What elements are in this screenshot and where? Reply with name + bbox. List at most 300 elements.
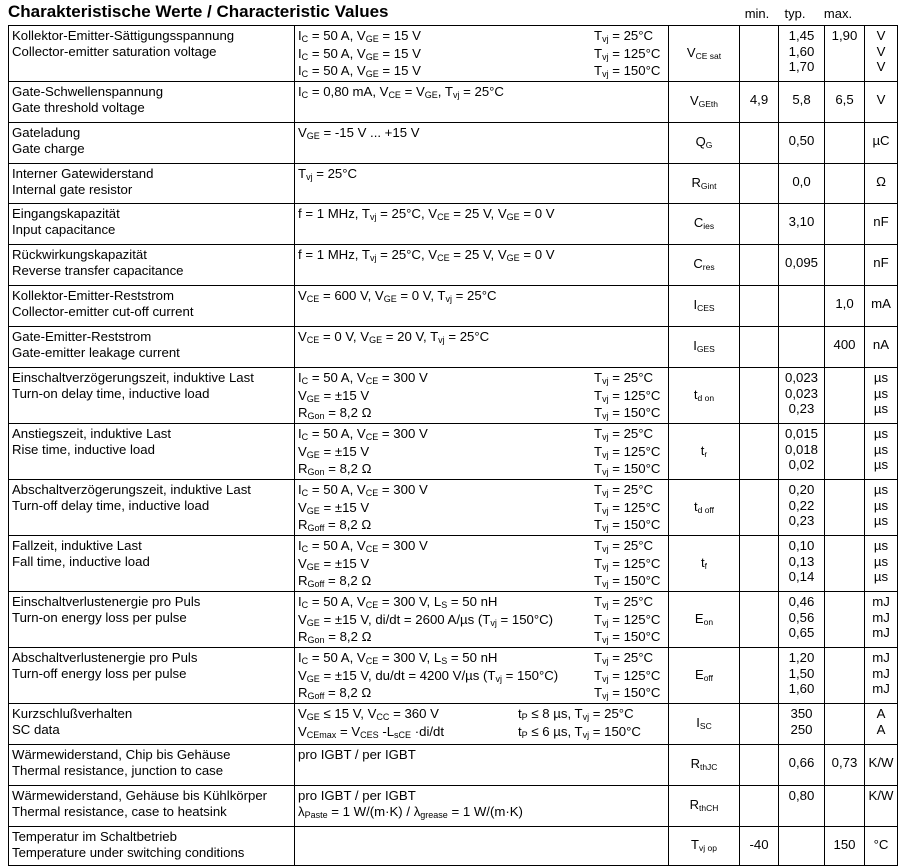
condition-temp: $T_{vj} = 150^\circ C$ bbox=[594, 573, 661, 589]
condition-line bbox=[298, 629, 668, 647]
test-conditions bbox=[295, 164, 669, 204]
condition-temp: $t_P \le 8$ µs, $T_{vj} = 25^\circ C$ bbox=[518, 706, 634, 722]
value-unit-item: A bbox=[876, 706, 886, 721]
value-max bbox=[825, 204, 865, 245]
condition-text: pro IGBT / per IGBT bbox=[298, 788, 416, 803]
value-unit bbox=[865, 536, 898, 592]
condition-text: $V_{GE} = \pm 15$ V bbox=[298, 555, 370, 572]
value-typ bbox=[779, 424, 825, 480]
value-typ bbox=[779, 704, 825, 745]
value-min bbox=[740, 745, 779, 786]
test-conditions bbox=[295, 368, 669, 424]
condition-temp: $T_{vj} = 125^\circ C$ bbox=[594, 667, 661, 684]
value-typ-item: 0,46 bbox=[788, 594, 815, 609]
condition-temp: $T_{vj} = 150^\circ C$ bbox=[594, 461, 661, 477]
value-unit bbox=[865, 123, 898, 164]
table-row bbox=[9, 368, 898, 424]
value-typ bbox=[779, 245, 825, 286]
test-conditions bbox=[295, 480, 669, 536]
param-description bbox=[9, 704, 295, 745]
value-unit-item: µs bbox=[873, 370, 889, 385]
table-row bbox=[9, 827, 898, 866]
param-name-en: Turn-on energy loss per pulse bbox=[12, 609, 187, 625]
value-typ-item: 0,50 bbox=[788, 133, 815, 148]
param-description bbox=[9, 245, 295, 286]
value-unit-item: nA bbox=[872, 337, 890, 352]
value-typ-item: 1,50 bbox=[788, 665, 815, 681]
value-typ-item: 0,20 bbox=[788, 482, 815, 497]
condition-line bbox=[298, 706, 668, 724]
value-min bbox=[740, 286, 779, 327]
value-unit-item: µC bbox=[872, 133, 890, 148]
value-typ bbox=[779, 164, 825, 204]
symbol bbox=[669, 827, 740, 866]
condition-line bbox=[298, 724, 668, 742]
condition-text: $R_{Goff} = 8,2$ Ω bbox=[298, 517, 372, 533]
value-min bbox=[740, 536, 779, 592]
value-max bbox=[825, 592, 865, 648]
value-max bbox=[825, 164, 865, 204]
value-typ-item: 0,80 bbox=[788, 788, 815, 803]
param-name-en: Thermal resistance, junction to case bbox=[12, 762, 224, 778]
condition-temp: $T_{vj} = 150^\circ C$ bbox=[594, 629, 661, 645]
value-unit-item: µs bbox=[873, 553, 889, 569]
value-typ-item: 0,65 bbox=[788, 625, 815, 640]
value-typ-item: 5,8 bbox=[792, 92, 811, 107]
condition-temp: $T_{vj} = 125^\circ C$ bbox=[594, 611, 661, 628]
value-max-item: 1,0 bbox=[835, 296, 854, 311]
value-typ bbox=[779, 123, 825, 164]
condition-temp: $T_{vj} = 125^\circ C$ bbox=[594, 45, 661, 62]
value-typ-item: 0,66 bbox=[788, 755, 815, 770]
condition-temp: $T_{vj} = 125^\circ C$ bbox=[594, 555, 661, 572]
condition-line bbox=[298, 461, 668, 479]
condition-line bbox=[298, 444, 668, 462]
value-unit bbox=[865, 286, 898, 327]
param-name-en: Thermal resistance, case to heatsink bbox=[12, 803, 227, 819]
value-unit-item: °C bbox=[873, 837, 889, 852]
condition-temp: $T_{vj} = 25^\circ C$ bbox=[594, 594, 654, 610]
symbol bbox=[669, 648, 740, 704]
param-description bbox=[9, 536, 295, 592]
condition-line bbox=[298, 405, 668, 423]
param-name-en: Gate charge bbox=[12, 140, 85, 156]
condition-line bbox=[298, 788, 668, 804]
symbol bbox=[669, 123, 740, 164]
test-conditions bbox=[295, 704, 669, 745]
value-max bbox=[825, 745, 865, 786]
value-max bbox=[825, 26, 865, 82]
symbol bbox=[669, 245, 740, 286]
symbol bbox=[669, 204, 740, 245]
value-unit-item: µs bbox=[873, 401, 889, 416]
value-typ-item: 1,70 bbox=[788, 59, 815, 74]
value-typ-item: 0,023 bbox=[784, 385, 818, 401]
condition-text: $I_C = 0,80$ mA, $V_{CE} = V_{GE}$, $T_{vj} = 25^\circ C$ bbox=[298, 84, 504, 100]
value-typ bbox=[779, 592, 825, 648]
value-unit-item: µs bbox=[873, 497, 889, 513]
param-description bbox=[9, 123, 295, 164]
condition-temp: $T_{vj} = 150^\circ C$ bbox=[594, 405, 661, 421]
param-name-de: Anstiegszeit, induktive Last bbox=[12, 426, 172, 441]
value-typ-item: 3,10 bbox=[788, 214, 815, 229]
param-description bbox=[9, 745, 295, 786]
condition-text: $V_{GE} = \pm 15$ V, di/dt = 2600 A/µs $(T_{vj} = 150^\circ C)$ bbox=[298, 611, 554, 628]
value-typ bbox=[779, 286, 825, 327]
symbol-text: $R_{Gint}$ bbox=[691, 174, 717, 191]
symbol bbox=[669, 592, 740, 648]
condition-temp: $T_{vj} = 25^\circ C$ bbox=[594, 650, 654, 666]
condition-temp: $T_{vj} = 125^\circ C$ bbox=[594, 387, 661, 404]
param-description bbox=[9, 286, 295, 327]
value-typ-item: 1,45 bbox=[788, 28, 815, 43]
condition-temp: $T_{vj} = 25^\circ C$ bbox=[594, 370, 654, 386]
symbol bbox=[669, 368, 740, 424]
test-conditions bbox=[295, 424, 669, 480]
value-unit-item: mJ bbox=[872, 665, 890, 681]
symbol bbox=[669, 786, 740, 827]
value-unit-item: µs bbox=[873, 569, 889, 584]
param-name-de: Kurzschlußverhalten bbox=[12, 706, 133, 721]
value-unit-item: V bbox=[876, 92, 886, 107]
condition-line bbox=[298, 46, 668, 64]
param-name-en: Input capacitance bbox=[12, 221, 116, 237]
value-unit bbox=[865, 480, 898, 536]
symbol bbox=[669, 424, 740, 480]
param-description bbox=[9, 82, 295, 123]
param-name-de: Wärmewiderstand, Chip bis Gehäuse bbox=[12, 747, 231, 762]
condition-text: $T_{vj} = 25^\circ C$ bbox=[298, 166, 358, 182]
table-row bbox=[9, 26, 898, 82]
param-description bbox=[9, 327, 295, 368]
condition-temp: $t_P \le 6$ µs, $T_{vj} = 150^\circ C$ bbox=[518, 723, 641, 740]
table-row bbox=[9, 786, 898, 827]
value-unit bbox=[865, 164, 898, 204]
value-unit-item: Ω bbox=[876, 174, 886, 189]
value-unit bbox=[865, 82, 898, 123]
value-typ-item: 0,023 bbox=[784, 370, 818, 385]
value-unit-item: µs bbox=[873, 441, 889, 457]
param-description bbox=[9, 164, 295, 204]
value-max bbox=[825, 786, 865, 827]
symbol bbox=[669, 480, 740, 536]
condition-text: $I_C = 50$ A, $V_{CE} = 300$ V, $L_S = 50$ nH bbox=[298, 650, 498, 666]
value-unit bbox=[865, 745, 898, 786]
value-max-item: 1,90 bbox=[831, 28, 858, 43]
symbol-text: $V_{CE sat}$ bbox=[686, 44, 722, 61]
param-name-en: Gate threshold voltage bbox=[12, 99, 145, 115]
value-min bbox=[740, 123, 779, 164]
param-name-en: Temperature under switching conditions bbox=[12, 844, 245, 860]
symbol bbox=[669, 536, 740, 592]
value-typ bbox=[779, 204, 825, 245]
value-typ-item: 1,20 bbox=[788, 650, 815, 665]
value-max bbox=[825, 123, 865, 164]
param-description bbox=[9, 648, 295, 704]
param-name-en: Collector-emitter cut-off current bbox=[12, 303, 194, 319]
symbol bbox=[669, 286, 740, 327]
value-unit-item: V bbox=[876, 43, 886, 59]
condition-text: $R_{Gon} = 8,2$ Ω bbox=[298, 461, 372, 477]
value-typ-item: 350 bbox=[790, 706, 813, 721]
condition-temp: $T_{vj} = 25^\circ C$ bbox=[594, 482, 654, 498]
symbol bbox=[669, 704, 740, 745]
param-name-en: Rise time, inductive load bbox=[12, 441, 155, 457]
table-row bbox=[9, 204, 898, 245]
condition-text: $I_C = 50$ A, $V_{GE} = 15$ V bbox=[298, 28, 421, 44]
param-name-de: Gate-Emitter-Reststrom bbox=[12, 329, 152, 344]
table-row bbox=[9, 480, 898, 536]
table-row bbox=[9, 745, 898, 786]
condition-temp: $T_{vj} = 125^\circ C$ bbox=[594, 443, 661, 460]
value-unit-item: µs bbox=[873, 457, 889, 472]
header-max: max. bbox=[823, 6, 853, 21]
symbol-text: $t_f$ bbox=[701, 554, 707, 571]
value-unit-item: mJ bbox=[872, 609, 890, 625]
value-typ bbox=[779, 648, 825, 704]
condition-line bbox=[298, 28, 668, 46]
value-typ bbox=[779, 536, 825, 592]
symbol-text: $I_{CES}$ bbox=[693, 297, 715, 314]
test-conditions bbox=[295, 648, 669, 704]
condition-text: $R_{Gon} = 8,2$ Ω bbox=[298, 405, 372, 421]
page-title: Charakteristische Werte / Characteristic Values bbox=[8, 2, 389, 21]
condition-line bbox=[298, 500, 668, 518]
param-description bbox=[9, 368, 295, 424]
condition-text: $I_C = 50$ A, $V_{CE} = 300$ V bbox=[298, 426, 428, 442]
param-description bbox=[9, 592, 295, 648]
symbol-text: $I_{GES}$ bbox=[693, 338, 715, 355]
value-unit bbox=[865, 245, 898, 286]
symbol-text: $R_{thCH}$ bbox=[689, 797, 719, 814]
value-unit-item: K/W bbox=[868, 755, 894, 770]
condition-line bbox=[298, 650, 668, 668]
symbol-text: $R_{thJC}$ bbox=[690, 756, 718, 773]
table-row bbox=[9, 245, 898, 286]
condition-line bbox=[298, 804, 668, 822]
symbol-text: $E_{off}$ bbox=[695, 666, 713, 683]
param-description bbox=[9, 204, 295, 245]
param-name-de: Kollektor-Emitter-Reststrom bbox=[12, 288, 174, 303]
value-max bbox=[825, 82, 865, 123]
value-max bbox=[825, 286, 865, 327]
characteristic-values-table bbox=[8, 25, 898, 866]
value-unit bbox=[865, 827, 898, 866]
test-conditions bbox=[295, 204, 669, 245]
value-unit-item: nF bbox=[873, 255, 889, 270]
param-name-de: Fallzeit, induktive Last bbox=[12, 538, 142, 553]
value-max bbox=[825, 704, 865, 745]
test-conditions bbox=[295, 745, 669, 786]
condition-temp: $T_{vj} = 150^\circ C$ bbox=[594, 517, 661, 533]
value-unit-item: µs bbox=[873, 426, 889, 441]
table-row bbox=[9, 327, 898, 368]
condition-line bbox=[298, 573, 668, 591]
test-conditions bbox=[295, 536, 669, 592]
value-unit-item: mJ bbox=[872, 594, 890, 609]
condition-line bbox=[298, 426, 668, 444]
condition-line bbox=[298, 63, 668, 81]
table-row bbox=[9, 424, 898, 480]
param-name-en: Collector-emitter saturation voltage bbox=[12, 43, 217, 59]
value-unit-item: V bbox=[876, 59, 886, 74]
condition-text: $I_C = 50$ A, $V_{CE} = 300$ V bbox=[298, 370, 428, 386]
symbol-text: $T_{vj op}$ bbox=[691, 837, 717, 854]
param-description bbox=[9, 827, 295, 866]
value-unit-item: mJ bbox=[872, 650, 890, 665]
condition-line bbox=[298, 482, 668, 500]
condition-text: $V_{GE} = \pm 15$ V bbox=[298, 443, 370, 460]
symbol-text: $t_r$ bbox=[700, 442, 708, 459]
param-name-de: Einschaltverlustenergie pro Puls bbox=[12, 594, 201, 609]
condition-temp: $T_{vj} = 25^\circ C$ bbox=[594, 538, 654, 554]
condition-line bbox=[298, 370, 668, 388]
value-typ bbox=[779, 827, 825, 866]
value-max-item: 150 bbox=[833, 837, 856, 852]
condition-text: $\lambda_{Paste} = 1$ $W/(m\cdot K) / \lambda_{grease} = 1$ W/(m·K) bbox=[298, 803, 523, 820]
test-conditions bbox=[295, 786, 669, 827]
condition-text: $V_{CEmax} = V_{CES}$ $-L_{sCE} \cdot di/dt$ bbox=[298, 723, 445, 740]
value-unit-item: K/W bbox=[868, 788, 894, 803]
condition-text: $I_C = 50$ A, $V_{CE} = 300$ V bbox=[298, 538, 428, 554]
param-name-de: Gate-Schwellenspannung bbox=[12, 84, 164, 99]
value-unit-item: mJ bbox=[872, 681, 890, 696]
value-max bbox=[825, 368, 865, 424]
table-row bbox=[9, 82, 898, 123]
condition-temp: $T_{vj} = 25^\circ C$ bbox=[594, 28, 654, 44]
value-min bbox=[740, 26, 779, 82]
value-typ bbox=[779, 327, 825, 368]
condition-line bbox=[298, 517, 668, 535]
value-typ-item: 0,23 bbox=[788, 513, 815, 528]
condition-temp: $T_{vj} = 125^\circ C$ bbox=[594, 499, 661, 516]
value-unit-item: mA bbox=[871, 296, 891, 311]
value-typ-item: 0,23 bbox=[788, 401, 815, 416]
symbol bbox=[669, 327, 740, 368]
value-unit-item: mJ bbox=[872, 625, 890, 640]
value-min-item: -40 bbox=[749, 837, 769, 852]
symbol-text: $I_{SC}$ bbox=[696, 715, 712, 732]
test-conditions bbox=[295, 82, 669, 123]
condition-line bbox=[298, 594, 668, 612]
symbol-text: $V_{GEth}$ bbox=[689, 93, 719, 110]
value-min bbox=[740, 204, 779, 245]
value-typ-item: 0,095 bbox=[784, 255, 818, 270]
value-min-item: 4,9 bbox=[749, 92, 769, 107]
value-typ bbox=[779, 368, 825, 424]
table-row bbox=[9, 286, 898, 327]
test-conditions bbox=[295, 327, 669, 368]
value-typ-item: 1,60 bbox=[788, 681, 815, 696]
test-conditions bbox=[295, 592, 669, 648]
condition-text: pro IGBT / per IGBT bbox=[298, 747, 416, 762]
symbol bbox=[669, 82, 740, 123]
symbol-text: $C_{ies}$ bbox=[693, 215, 715, 232]
condition-line bbox=[298, 388, 668, 406]
value-typ-item: 0,13 bbox=[788, 553, 815, 569]
value-typ bbox=[779, 26, 825, 82]
symbol-text: $t_{d on}$ bbox=[693, 386, 715, 403]
param-name-en: SC data bbox=[12, 721, 60, 737]
value-min bbox=[740, 827, 779, 866]
param-name-en: Gate-emitter leakage current bbox=[12, 344, 180, 360]
test-conditions bbox=[295, 26, 669, 82]
value-unit bbox=[865, 424, 898, 480]
condition-text: $I_C = 50$ A, $V_{GE} = 15$ V bbox=[298, 63, 421, 79]
param-name-en: Fall time, inductive load bbox=[12, 553, 150, 569]
param-description bbox=[9, 26, 295, 82]
condition-text: f = 1 MHz, $T_{vj} = 25^\circ C$, $V_{CE} = 25$ V, $V_{GE} = 0$ V bbox=[298, 247, 555, 263]
param-name-de: Rückwirkungskapazität bbox=[12, 247, 147, 262]
param-description bbox=[9, 424, 295, 480]
value-max bbox=[825, 648, 865, 704]
value-max-item: 6,5 bbox=[835, 92, 854, 107]
value-typ bbox=[779, 82, 825, 123]
value-max bbox=[825, 327, 865, 368]
condition-temp: $T_{vj} = 150^\circ C$ bbox=[594, 685, 661, 701]
condition-text: f = 1 MHz, $T_{vj} = 25^\circ C$, $V_{CE} = 25$ V, $V_{GE} = 0$ V bbox=[298, 206, 555, 222]
value-unit-item: nF bbox=[873, 214, 889, 229]
symbol bbox=[669, 26, 740, 82]
table-row bbox=[9, 536, 898, 592]
condition-text: $V_{CE} = 600$ V, $V_{GE} = 0$ V, $T_{vj} = 25^\circ C$ bbox=[298, 288, 497, 304]
value-typ-item: 0,018 bbox=[784, 441, 818, 457]
param-name-de: Interner Gatewiderstand bbox=[12, 166, 154, 181]
value-unit bbox=[865, 786, 898, 827]
value-unit-item: µs bbox=[873, 538, 889, 553]
condition-text: $V_{GE} = \pm 15$ V, du/dt = 4200 V/µs $(T_{vj} = 150^\circ C)$ bbox=[298, 667, 559, 684]
value-min bbox=[740, 164, 779, 204]
value-max bbox=[825, 480, 865, 536]
condition-text: $R_{Goff} = 8,2$ Ω bbox=[298, 573, 372, 589]
value-max bbox=[825, 536, 865, 592]
table-row bbox=[9, 592, 898, 648]
value-typ-item: 0,56 bbox=[788, 609, 815, 625]
condition-text: $I_C = 50$ A, $V_{CE} = 300$ V bbox=[298, 482, 428, 498]
value-unit-item: µs bbox=[873, 513, 889, 528]
value-unit-item: A bbox=[876, 721, 886, 737]
value-unit bbox=[865, 327, 898, 368]
param-description bbox=[9, 786, 295, 827]
param-name-de: Eingangskapazität bbox=[12, 206, 120, 221]
value-typ bbox=[779, 480, 825, 536]
test-conditions bbox=[295, 123, 669, 164]
condition-temp: $T_{vj} = 150^\circ C$ bbox=[594, 63, 661, 79]
table-row bbox=[9, 648, 898, 704]
param-name-de: Abschaltverlustenergie pro Puls bbox=[12, 650, 198, 665]
value-min bbox=[740, 327, 779, 368]
value-unit bbox=[865, 26, 898, 82]
value-typ bbox=[779, 786, 825, 827]
condition-line bbox=[298, 538, 668, 556]
value-unit bbox=[865, 368, 898, 424]
value-unit-item: V bbox=[876, 28, 886, 43]
value-typ bbox=[779, 745, 825, 786]
condition-text: $V_{GE} = \pm 15$ V bbox=[298, 387, 370, 404]
param-name-en: Turn-off delay time, inductive load bbox=[12, 497, 210, 513]
condition-text: $V_{GE} \le 15$ V, $V_{CC} = 360$ V bbox=[298, 706, 439, 722]
value-min bbox=[740, 704, 779, 745]
condition-text: $I_C = 50$ A, $V_{GE} = 15$ V bbox=[298, 45, 421, 62]
param-name-en: Turn-on delay time, inductive load bbox=[12, 385, 210, 401]
value-max-item: 0,73 bbox=[831, 755, 858, 770]
value-unit-item: µs bbox=[873, 482, 889, 497]
value-typ-item: 0,0 bbox=[792, 174, 811, 189]
param-name-de: Kollektor-Emitter-Sättigungsspannung bbox=[12, 28, 235, 43]
condition-temp: $T_{vj} = 25^\circ C$ bbox=[594, 426, 654, 442]
value-unit bbox=[865, 648, 898, 704]
value-unit bbox=[865, 704, 898, 745]
